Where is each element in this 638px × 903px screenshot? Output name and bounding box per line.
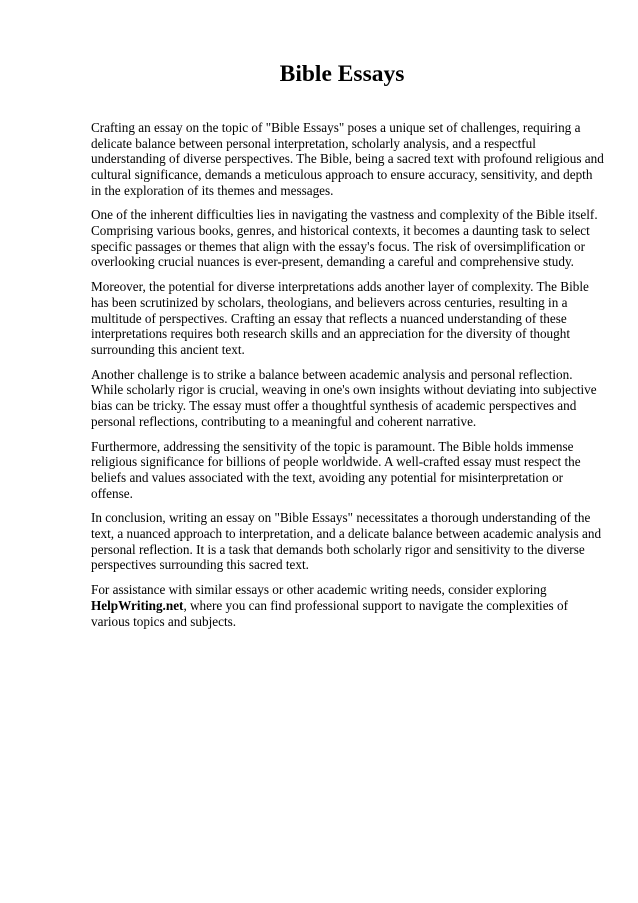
paragraph-conclusion — [91, 510, 601, 573]
text-line: surrounding this ancient text. — [91, 341, 245, 357]
text-line: offense. — [91, 485, 133, 501]
helpwriting-link[interactable]: HelpWriting.net — [91, 597, 184, 613]
text-line: text, a nuanced approach to interpretation, and a delicate balance between academic analysis and — [91, 526, 602, 542]
document-body — [91, 120, 604, 638]
text-line: has been scrutinized by scholars, theologians, and believers across centuries, resulting in a — [91, 294, 568, 310]
text-line: Moreover, the potential for diverse interpretations adds another layer of complexity. The Bible — [91, 279, 589, 295]
paragraph-sensitivity — [91, 439, 601, 502]
text-line: Crafting an essay on the topic of "Bible Essays" poses a unique set of challenges, requiring a — [91, 120, 581, 135]
text-line: personal reflections, contributing to a meaningful and coherent narrative. — [91, 413, 477, 429]
text-line: beliefs and values associated with the text, avoiding any potential for misinterpretation or — [91, 469, 564, 485]
paragraph-intro — [91, 120, 604, 198]
text-line: In conclusion, writing an essay on "Bible Essays" necessitates a thorough understanding of the — [91, 510, 591, 526]
text-line: specific passages or themes that align with the essay's focus. The risk of oversimplification or — [91, 238, 585, 254]
text-line: cultural significance, demands a meticulous approach to ensure accuracy, sensitivity, and depth — [91, 166, 593, 182]
text-line: multitude of perspectives. Crafting an essay that reflects a nuanced understanding of these — [91, 310, 567, 326]
text-line: One of the inherent difficulties lies in navigating the vastness and complexity of the Bible itself. — [91, 207, 598, 223]
paragraph-difficulties — [91, 207, 601, 270]
text-line-with-link — [91, 598, 601, 614]
text-line: Comprising various books, genres, and historical contexts, it becomes a daunting task to select — [91, 223, 590, 239]
text-line: various topics and subjects. — [91, 613, 237, 629]
text-line: personal reflection. It is a task that demands both scholarly rigor and sensitivity to the diverse — [91, 541, 585, 557]
text-line: For assistance with similar essays or other academic writing needs, consider exploring — [91, 582, 547, 598]
text-line: overlooking crucial nuances is ever-present, demanding a careful and comprehensive study. — [91, 254, 574, 270]
text-line: perspectives surrounding this sacred text. — [91, 557, 309, 573]
text-line: interpretations requires both research skills and an appreciation for the diversity of thought — [91, 326, 570, 342]
paragraph-interpretations — [91, 279, 601, 357]
text-line: Furthermore, addressing the sensitivity of the topic is paramount. The Bible holds immense — [91, 438, 574, 454]
document-title: Bible Essays — [279, 61, 405, 87]
text-line: in the exploration of its themes and messages. — [91, 182, 334, 198]
text-fragment: , where you can find professional support to navigate the complexities of — [183, 597, 568, 613]
text-line: religious significance for billions of people worldwide. A well-crafted essay must respect the — [91, 454, 581, 470]
text-line: Another challenge is to strike a balance between academic analysis and personal reflection. — [91, 366, 573, 382]
paragraph-balance — [91, 367, 601, 430]
text-line: understanding of diverse perspectives. The Bible, being a sacred text with profound religious and — [91, 151, 604, 167]
paragraph-closing — [91, 582, 601, 629]
text-line: While scholarly rigor is crucial, weaving in one's own insights without deviating into subjective — [91, 382, 597, 398]
text-line: bias can be tricky. The essay must offer a thoughtful synthesis of academic perspectives and — [91, 398, 577, 414]
text-line: delicate balance between personal interpretation, scholarly analysis, and a respectful — [91, 135, 536, 151]
